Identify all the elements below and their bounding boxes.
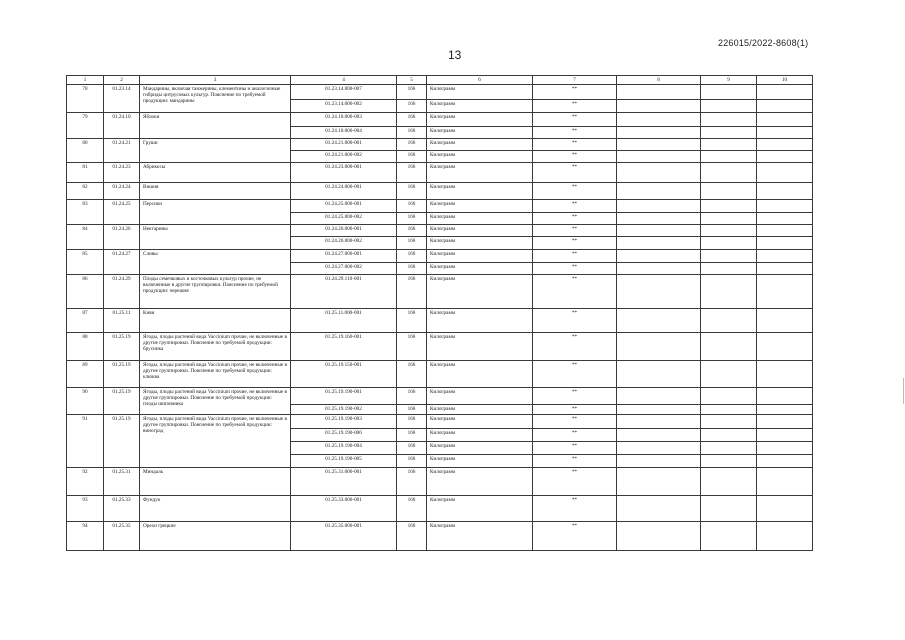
empty-cell bbox=[701, 442, 757, 455]
page-number: 13 bbox=[448, 48, 462, 62]
empty-cell bbox=[617, 415, 701, 429]
empty-cell bbox=[757, 388, 813, 405]
empty-cell bbox=[701, 225, 757, 237]
empty-cell bbox=[617, 361, 701, 388]
okpd-code-cell: 01.25.11 bbox=[104, 309, 140, 333]
ktru-code-cell: 01.25.19.190-006 bbox=[291, 429, 397, 442]
okpd-code-cell: 01.24.29 bbox=[104, 275, 140, 309]
empty-cell bbox=[617, 127, 701, 139]
ktru-code-cell: 01.24.27.000-002 bbox=[291, 263, 397, 275]
column-header: 5 bbox=[397, 76, 427, 85]
product-name-cell: Мандарины, включая танжерины, клементины и аналогичные гибриды цитрусовых культур. Пояснение по требуемой продукции: мандарины bbox=[140, 85, 291, 113]
empty-cell bbox=[701, 263, 757, 275]
quantity-mark-cell: ** bbox=[533, 250, 617, 263]
table-row bbox=[67, 225, 813, 237]
empty-cell bbox=[757, 151, 813, 163]
empty-cell bbox=[617, 250, 701, 263]
product-name-cell: Ягоды, плоды растений вида Vaccinium прочие, не включенные в другие группировки. Пояснение по требуемой продукции: плоды шиповника bbox=[140, 388, 291, 415]
ktru-code-cell: 01.24.10.000-003 bbox=[291, 113, 397, 127]
quantity-mark-cell: ** bbox=[533, 151, 617, 163]
quantity-mark-cell: ** bbox=[533, 361, 617, 388]
unit-code-cell: 166 bbox=[397, 522, 427, 551]
unit-code-cell: 166 bbox=[397, 405, 427, 415]
unit-code-cell: 166 bbox=[397, 333, 427, 361]
okpd-code-cell: 01.24.26 bbox=[104, 225, 140, 250]
okpd-code-cell: 01.24.21 bbox=[104, 139, 140, 163]
row-number-cell: 80 bbox=[67, 139, 104, 163]
row-number-cell: 86 bbox=[67, 275, 104, 309]
product-name-cell: Фундук bbox=[140, 496, 291, 522]
empty-cell bbox=[701, 85, 757, 100]
unit-name-cell: Килограмм bbox=[427, 455, 533, 468]
unit-code-cell: 166 bbox=[397, 388, 427, 405]
quantity-mark-cell: ** bbox=[533, 237, 617, 250]
quantity-mark-cell: ** bbox=[533, 468, 617, 496]
empty-cell bbox=[757, 522, 813, 551]
quantity-mark-cell: ** bbox=[533, 139, 617, 151]
ktru-code-cell: 01.25.19.160-001 bbox=[291, 333, 397, 361]
table-row bbox=[67, 388, 813, 405]
column-header: 8 bbox=[617, 76, 701, 85]
table-header-row bbox=[67, 76, 813, 85]
okpd-code-cell: 01.24.24 bbox=[104, 183, 140, 200]
unit-code-cell: 166 bbox=[397, 213, 427, 225]
product-name-cell: Груши bbox=[140, 139, 291, 163]
column-header: 7 bbox=[533, 76, 617, 85]
empty-cell bbox=[701, 151, 757, 163]
table-row bbox=[67, 361, 813, 388]
okpd-code-cell: 01.25.19 bbox=[104, 388, 140, 415]
empty-cell bbox=[617, 275, 701, 309]
empty-cell bbox=[757, 225, 813, 237]
unit-code-cell: 166 bbox=[397, 113, 427, 127]
unit-name-cell: Килограмм bbox=[427, 415, 533, 429]
column-header: 3 bbox=[140, 76, 291, 85]
ktru-code-cell: 01.24.29.110-001 bbox=[291, 275, 397, 309]
table-row bbox=[67, 333, 813, 361]
quantity-mark-cell: ** bbox=[533, 163, 617, 183]
unit-code-cell: 166 bbox=[397, 361, 427, 388]
unit-code-cell: 166 bbox=[397, 100, 427, 113]
row-number-cell: 84 bbox=[67, 225, 104, 250]
quantity-mark-cell: ** bbox=[533, 113, 617, 127]
empty-cell bbox=[701, 496, 757, 522]
quantity-mark-cell: ** bbox=[533, 213, 617, 225]
product-name-cell: Орехи грецкие bbox=[140, 522, 291, 551]
quantity-mark-cell: ** bbox=[533, 275, 617, 309]
unit-name-cell: Килограмм bbox=[427, 496, 533, 522]
empty-cell bbox=[757, 113, 813, 127]
empty-cell bbox=[617, 405, 701, 415]
empty-cell bbox=[617, 225, 701, 237]
empty-cell bbox=[757, 442, 813, 455]
empty-cell bbox=[617, 183, 701, 200]
empty-cell bbox=[701, 237, 757, 250]
empty-cell bbox=[701, 388, 757, 405]
okpd-code-cell: 01.25.33 bbox=[104, 496, 140, 522]
empty-cell bbox=[617, 468, 701, 496]
ktru-code-cell: 01.25.19.190-005 bbox=[291, 455, 397, 468]
product-name-cell: Ягоды, плоды растений вида Vaccinium прочие, не включенные в другие группировки. Пояснение по требуемой продукции: виноград bbox=[140, 415, 291, 468]
unit-name-cell: Килограмм bbox=[427, 225, 533, 237]
row-number-cell: 87 bbox=[67, 309, 104, 333]
empty-cell bbox=[617, 455, 701, 468]
unit-code-cell: 166 bbox=[397, 415, 427, 429]
empty-cell bbox=[757, 333, 813, 361]
ktru-code-cell: 01.24.10.000-004 bbox=[291, 127, 397, 139]
ktru-code-cell: 01.24.24.000-001 bbox=[291, 183, 397, 200]
row-number-cell: 90 bbox=[67, 388, 104, 415]
empty-cell bbox=[617, 442, 701, 455]
empty-cell bbox=[701, 333, 757, 361]
row-number-cell: 82 bbox=[67, 183, 104, 200]
unit-code-cell: 166 bbox=[397, 163, 427, 183]
unit-code-cell: 166 bbox=[397, 85, 427, 100]
empty-cell bbox=[701, 361, 757, 388]
product-name-cell: Миндаль bbox=[140, 468, 291, 496]
column-header: 1 bbox=[67, 76, 104, 85]
unit-name-cell: Килограмм bbox=[427, 309, 533, 333]
empty-cell bbox=[757, 309, 813, 333]
product-name-cell: Вишня bbox=[140, 183, 291, 200]
empty-cell bbox=[757, 100, 813, 113]
empty-cell bbox=[617, 151, 701, 163]
okpd-code-cell: 01.24.27 bbox=[104, 250, 140, 275]
unit-name-cell: Килограмм bbox=[427, 405, 533, 415]
product-name-cell: Ягоды, плоды растений вида Vaccinium прочие, не включенные в другие группировки. Пояснение по требуемой продукции: клюква bbox=[140, 361, 291, 388]
ktru-code-cell: 01.25.33.000-001 bbox=[291, 496, 397, 522]
unit-code-cell: 166 bbox=[397, 127, 427, 139]
unit-code-cell: 166 bbox=[397, 225, 427, 237]
empty-cell bbox=[701, 163, 757, 183]
unit-name-cell: Килограмм bbox=[427, 100, 533, 113]
empty-cell bbox=[617, 139, 701, 151]
okpd-code-cell: 01.25.19 bbox=[104, 415, 140, 468]
column-header: 6 bbox=[427, 76, 533, 85]
empty-cell bbox=[757, 183, 813, 200]
ktru-code-cell: 01.25.19.190-004 bbox=[291, 442, 397, 455]
table-row bbox=[67, 163, 813, 183]
unit-name-cell: Килограмм bbox=[427, 442, 533, 455]
empty-cell bbox=[617, 213, 701, 225]
empty-cell bbox=[701, 455, 757, 468]
product-name-cell: Нектарины bbox=[140, 225, 291, 250]
empty-cell bbox=[757, 429, 813, 442]
empty-cell bbox=[701, 139, 757, 151]
unit-code-cell: 166 bbox=[397, 442, 427, 455]
empty-cell bbox=[617, 429, 701, 442]
row-number-cell: 94 bbox=[67, 522, 104, 551]
quantity-mark-cell: ** bbox=[533, 455, 617, 468]
quantity-mark-cell: ** bbox=[533, 415, 617, 429]
unit-code-cell: 166 bbox=[397, 263, 427, 275]
row-number-cell: 91 bbox=[67, 415, 104, 468]
empty-cell bbox=[757, 127, 813, 139]
empty-cell bbox=[757, 263, 813, 275]
empty-cell bbox=[757, 455, 813, 468]
product-name-cell: Персики bbox=[140, 200, 291, 225]
table-row bbox=[67, 415, 813, 429]
empty-cell bbox=[701, 468, 757, 496]
table-row bbox=[67, 275, 813, 309]
table-row bbox=[67, 522, 813, 551]
row-number-cell: 85 bbox=[67, 250, 104, 275]
ktru-code-cell: 01.24.26.000-001 bbox=[291, 225, 397, 237]
table-row bbox=[67, 139, 813, 151]
row-number-cell: 88 bbox=[67, 333, 104, 361]
empty-cell bbox=[757, 405, 813, 415]
product-name-cell: Плоды семечковых и косточковых культур прочие, не включенные в другие группировки. Пояснение по требуемой продукции: черешня bbox=[140, 275, 291, 309]
empty-cell bbox=[701, 250, 757, 263]
unit-name-cell: Килограмм bbox=[427, 200, 533, 213]
empty-cell bbox=[701, 183, 757, 200]
quantity-mark-cell: ** bbox=[533, 127, 617, 139]
row-number-cell: 79 bbox=[67, 113, 104, 139]
table-row bbox=[67, 85, 813, 100]
table-row bbox=[67, 468, 813, 496]
unit-code-cell: 166 bbox=[397, 309, 427, 333]
empty-cell bbox=[701, 522, 757, 551]
row-number-cell: 89 bbox=[67, 361, 104, 388]
ktru-code-cell: 01.25.31.000-001 bbox=[291, 468, 397, 496]
unit-code-cell: 166 bbox=[397, 250, 427, 263]
unit-name-cell: Килограмм bbox=[427, 263, 533, 275]
table-row bbox=[67, 113, 813, 127]
quantity-mark-cell: ** bbox=[533, 388, 617, 405]
unit-name-cell: Килограмм bbox=[427, 183, 533, 200]
ktru-code-cell: 01.24.21.000-001 bbox=[291, 139, 397, 151]
empty-cell bbox=[701, 113, 757, 127]
product-name-cell: Киви bbox=[140, 309, 291, 333]
row-number-cell: 78 bbox=[67, 85, 104, 113]
empty-cell bbox=[757, 496, 813, 522]
unit-name-cell: Килограмм bbox=[427, 113, 533, 127]
empty-cell bbox=[757, 250, 813, 263]
unit-code-cell: 166 bbox=[397, 183, 427, 200]
ktru-code-cell: 01.25.19.190-003 bbox=[291, 415, 397, 429]
document-id: 226015/2022-8608(1) bbox=[718, 38, 809, 48]
unit-code-cell: 166 bbox=[397, 496, 427, 522]
empty-cell bbox=[701, 405, 757, 415]
unit-code-cell: 166 bbox=[397, 237, 427, 250]
empty-cell bbox=[701, 429, 757, 442]
unit-code-cell: 166 bbox=[397, 455, 427, 468]
unit-name-cell: Килограмм bbox=[427, 139, 533, 151]
unit-name-cell: Килограмм bbox=[427, 237, 533, 250]
okpd-code-cell: 01.25.19 bbox=[104, 361, 140, 388]
unit-code-cell: 166 bbox=[397, 151, 427, 163]
ktru-code-cell: 01.25.19.150-001 bbox=[291, 361, 397, 388]
row-number-cell: 93 bbox=[67, 496, 104, 522]
quantity-mark-cell: ** bbox=[533, 225, 617, 237]
table-row bbox=[67, 183, 813, 200]
empty-cell bbox=[617, 113, 701, 127]
empty-cell bbox=[701, 213, 757, 225]
quantity-mark-cell: ** bbox=[533, 442, 617, 455]
ktru-code-cell: 01.23.14.000-002 bbox=[291, 100, 397, 113]
quantity-mark-cell: ** bbox=[533, 405, 617, 415]
unit-name-cell: Килограмм bbox=[427, 468, 533, 496]
okpd-code-cell: 01.24.10 bbox=[104, 113, 140, 139]
column-header: 9 bbox=[701, 76, 757, 85]
empty-cell bbox=[757, 275, 813, 309]
product-name-cell: Яблоки bbox=[140, 113, 291, 139]
empty-cell bbox=[757, 415, 813, 429]
okpd-code-cell: 01.25.31 bbox=[104, 468, 140, 496]
quantity-mark-cell: ** bbox=[533, 100, 617, 113]
table-row bbox=[67, 250, 813, 263]
empty-cell bbox=[701, 309, 757, 333]
ktru-code-cell: 01.24.25.000-002 bbox=[291, 213, 397, 225]
empty-cell bbox=[617, 263, 701, 275]
column-header: 2 bbox=[104, 76, 140, 85]
column-header: 4 bbox=[291, 76, 397, 85]
ktru-code-cell: 01.24.25.000-001 bbox=[291, 200, 397, 213]
row-number-cell: 92 bbox=[67, 468, 104, 496]
unit-name-cell: Килограмм bbox=[427, 275, 533, 309]
ktru-code-cell: 01.25.19.190-002 bbox=[291, 405, 397, 415]
unit-code-cell: 166 bbox=[397, 468, 427, 496]
ktru-code-cell: 01.24.27.000-001 bbox=[291, 250, 397, 263]
unit-name-cell: Килограмм bbox=[427, 361, 533, 388]
empty-cell bbox=[757, 85, 813, 100]
empty-cell bbox=[617, 100, 701, 113]
okpd-code-cell: 01.24.23 bbox=[104, 163, 140, 183]
empty-cell bbox=[757, 237, 813, 250]
unit-name-cell: Килограмм bbox=[427, 127, 533, 139]
okpd-code-cell: 01.23.14 bbox=[104, 85, 140, 113]
products-table bbox=[66, 75, 813, 551]
unit-name-cell: Килограмм bbox=[427, 213, 533, 225]
empty-cell bbox=[617, 200, 701, 213]
okpd-code-cell: 01.24.25 bbox=[104, 200, 140, 225]
empty-cell bbox=[617, 163, 701, 183]
empty-cell bbox=[617, 522, 701, 551]
okpd-code-cell: 01.25.19 bbox=[104, 333, 140, 361]
unit-name-cell: Килограмм bbox=[427, 151, 533, 163]
unit-name-cell: Килограмм bbox=[427, 250, 533, 263]
empty-cell bbox=[617, 388, 701, 405]
empty-cell bbox=[757, 361, 813, 388]
empty-cell bbox=[757, 213, 813, 225]
empty-cell bbox=[617, 496, 701, 522]
quantity-mark-cell: ** bbox=[533, 309, 617, 333]
unit-name-cell: Килограмм bbox=[427, 522, 533, 551]
table-row bbox=[67, 309, 813, 333]
ktru-code-cell: 01.24.26.000-002 bbox=[291, 237, 397, 250]
empty-cell bbox=[617, 85, 701, 100]
ktru-code-cell: 01.24.23.000-001 bbox=[291, 163, 397, 183]
unit-name-cell: Килограмм bbox=[427, 163, 533, 183]
quantity-mark-cell: ** bbox=[533, 263, 617, 275]
empty-cell bbox=[757, 468, 813, 496]
empty-cell bbox=[701, 127, 757, 139]
ktru-code-cell: 01.24.21.000-002 bbox=[291, 151, 397, 163]
empty-cell bbox=[617, 333, 701, 361]
quantity-mark-cell: ** bbox=[533, 85, 617, 100]
table-row bbox=[67, 200, 813, 213]
empty-cell bbox=[701, 275, 757, 309]
row-number-cell: 83 bbox=[67, 200, 104, 225]
quantity-mark-cell: ** bbox=[533, 429, 617, 442]
quantity-mark-cell: ** bbox=[533, 496, 617, 522]
quantity-mark-cell: ** bbox=[533, 522, 617, 551]
ktru-code-cell: 01.23.14.000-007 bbox=[291, 85, 397, 100]
column-header: 10 bbox=[757, 76, 813, 85]
empty-cell bbox=[701, 200, 757, 213]
empty-cell bbox=[617, 309, 701, 333]
empty-cell bbox=[701, 100, 757, 113]
quantity-mark-cell: ** bbox=[533, 200, 617, 213]
unit-name-cell: Килограмм bbox=[427, 85, 533, 100]
empty-cell bbox=[757, 139, 813, 151]
ktru-code-cell: 01.25.19.190-001 bbox=[291, 388, 397, 405]
product-name-cell: Абрикосы bbox=[140, 163, 291, 183]
unit-code-cell: 166 bbox=[397, 275, 427, 309]
empty-cell bbox=[617, 237, 701, 250]
unit-name-cell: Килограмм bbox=[427, 429, 533, 442]
empty-cell bbox=[757, 200, 813, 213]
unit-name-cell: Килограмм bbox=[427, 333, 533, 361]
quantity-mark-cell: ** bbox=[533, 183, 617, 200]
okpd-code-cell: 01.25.35 bbox=[104, 522, 140, 551]
row-number-cell: 81 bbox=[67, 163, 104, 183]
quantity-mark-cell: ** bbox=[533, 333, 617, 361]
empty-cell bbox=[757, 163, 813, 183]
unit-name-cell: Килограмм bbox=[427, 388, 533, 405]
scan-edge-mark bbox=[903, 378, 904, 404]
table-body bbox=[67, 85, 813, 551]
empty-cell bbox=[701, 415, 757, 429]
product-name-cell: Сливы bbox=[140, 250, 291, 275]
ktru-code-cell: 01.25.35.000-001 bbox=[291, 522, 397, 551]
unit-code-cell: 166 bbox=[397, 139, 427, 151]
ktru-code-cell: 01.25.11.000-001 bbox=[291, 309, 397, 333]
unit-code-cell: 166 bbox=[397, 429, 427, 442]
unit-code-cell: 166 bbox=[397, 200, 427, 213]
product-name-cell: Ягоды, плоды растений вида Vaccinium прочие, не включенные в другие группировки. Пояснение по требуемой продукции: брусника bbox=[140, 333, 291, 361]
table-row bbox=[67, 496, 813, 522]
